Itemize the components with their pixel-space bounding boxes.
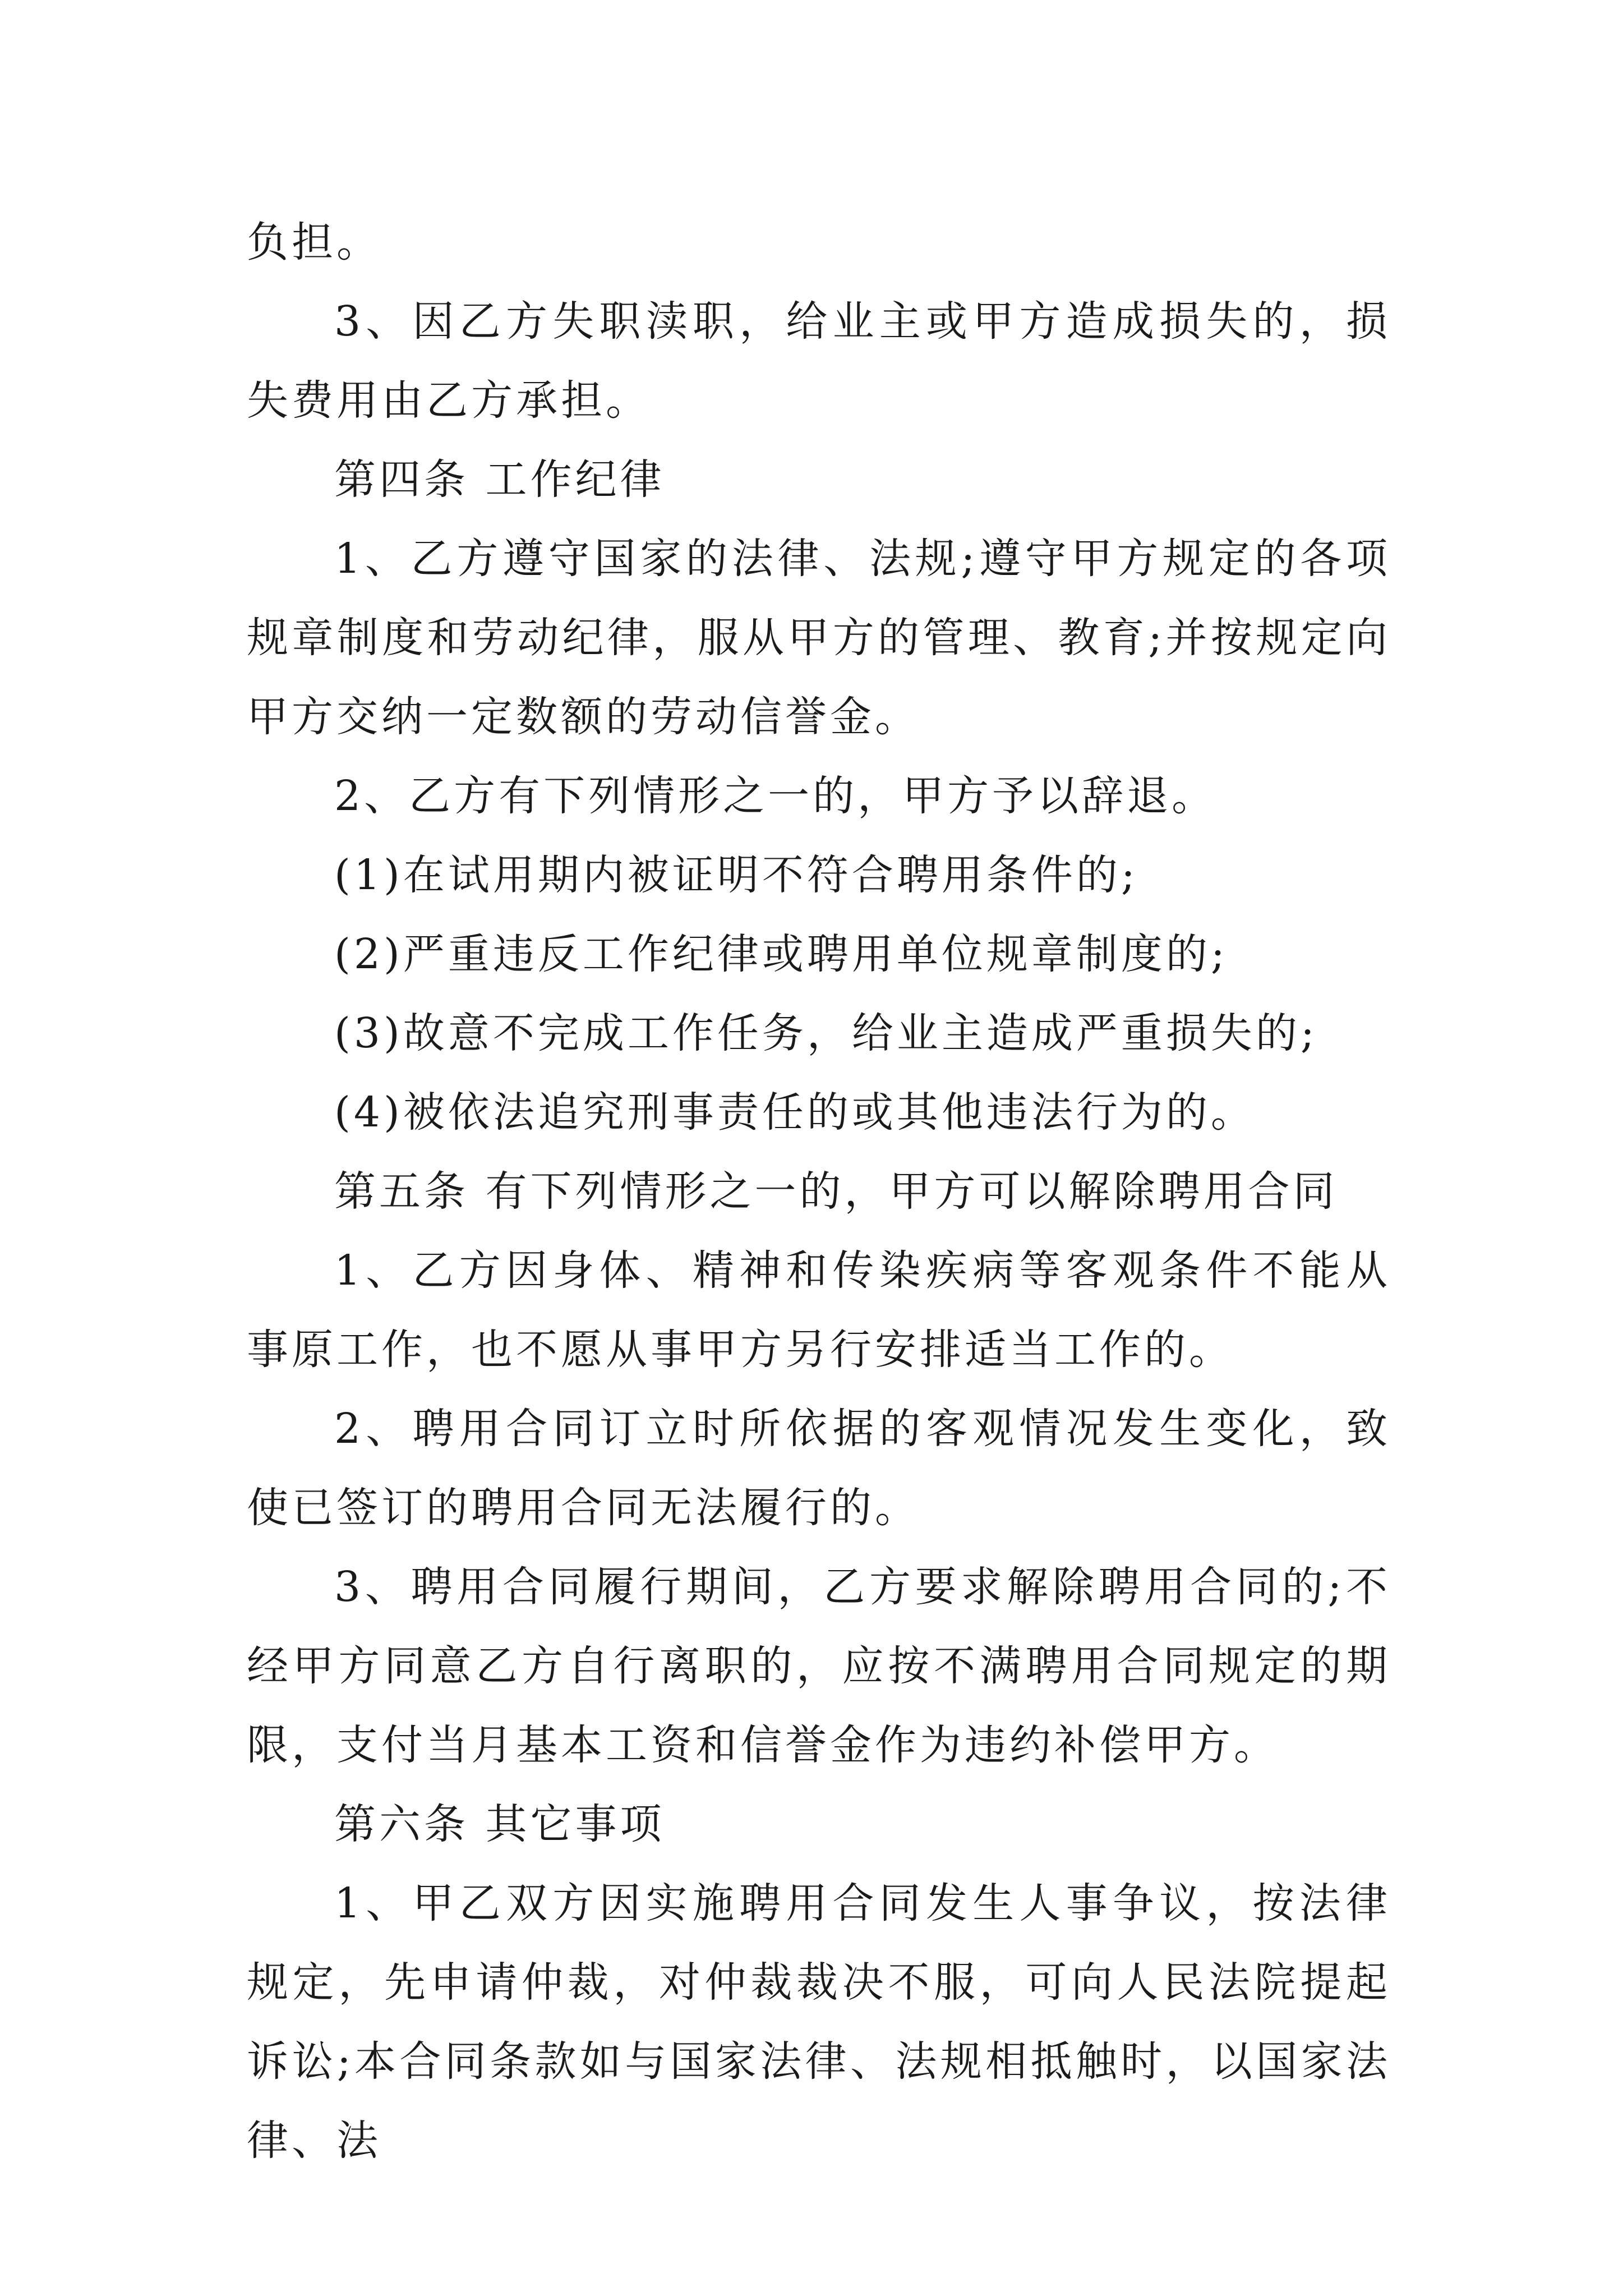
paragraph-13: 3、聘用合同履行期间，乙方要求解除聘用合同的;不经甲方同意乙方自行离职的，应按不满聘用合同规定的期限，支付当月基本工资和信誉金作为违约补偿甲方。 — [247, 1563, 1391, 1769]
paragraph-1: 负担。 — [247, 218, 381, 266]
paragraph-15: 1、甲乙双方因实施聘用合同发生人事争议，按法律规定，先申请仲裁，对仲裁裁决不服，可向人民法院提起诉讼;本合同条款如与国家法律、法规相抵触时，以国家法律、法 — [247, 1879, 1391, 2165]
article-6-heading: 第六条 其它事项 — [334, 1800, 665, 1848]
list-item-4: (4)被依法追究刑事责任的或其他违法行为的。 — [334, 1088, 1256, 1137]
paragraph-11: 1、乙方因身体、精神和传染疾病等客观条件不能从事原工作，也不愿从事甲方另行安排适当工作的。 — [247, 1246, 1391, 1374]
list-item-1: (1)在试用期内被证明不符合聘用条件的; — [334, 851, 1138, 899]
article-4-heading: 第四条 工作纪律 — [334, 455, 665, 504]
paragraph-12: 2、聘用合同订立时所依据的客观情况发生变化，致使已签订的聘用合同无法履行的。 — [247, 1405, 1391, 1532]
list-item-2: (2)严重违反工作纪律或聘用单位规章制度的; — [334, 930, 1228, 978]
document-body — [247, 203, 1391, 2180]
paragraph-2: 3、因乙方失职渎职，给业主或甲方造成损失的，损失费用由乙方承担。 — [247, 297, 1391, 425]
paragraph-5: 2、乙方有下列情形之一的，甲方予以辞退。 — [334, 772, 1217, 820]
list-item-3: (3)故意不完成工作任务，给业主造成严重损失的; — [334, 1009, 1318, 1057]
article-5-heading: 第五条 有下列情形之一的，甲方可以解除聘用合同 — [334, 1167, 1338, 1216]
paragraph-4: 1、乙方遵守国家的法律、法规;遵守甲方规定的各项规章制度和劳动纪律，服从甲方的管理、教育;并按规定向甲方交纳一定数额的劳动信誉金。 — [247, 535, 1391, 741]
